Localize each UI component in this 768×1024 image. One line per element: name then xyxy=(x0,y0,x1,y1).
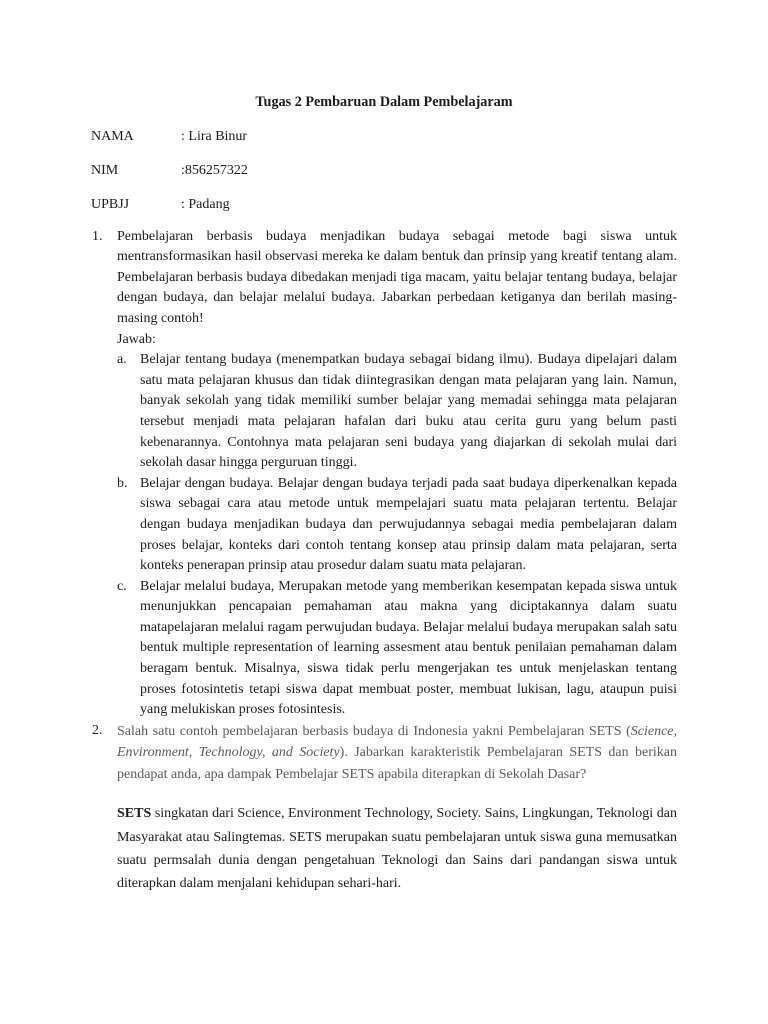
info-value: :856257322 xyxy=(181,162,248,178)
answer-text: Belajar melalui budaya, Merupakan metode yang memberikan kesempatan kepada siswa untuk menunjukkan pencapaian pemahaman atau makna yang diciptakannya dalam suatu matapelajaran melalui ragam perwujudan budaya. Belajar melalui budaya merupakan salah satu bentuk multiple representation of learning assesment atau bentuk penilaian pemahaman dalam beragam bentuk. Misalnya, siswa tidak perlu mengerjakan tes untuk menjelaskan tentang proses fotosintetis tetapi siswa dapat membuat poster, membuat lukisan, lagu, ataupun puisi yang melukiskan proses fotosintesis. xyxy=(140,578,677,718)
info-row-upbjj xyxy=(91,195,677,215)
student-info xyxy=(91,127,677,215)
question-number: 1. xyxy=(92,228,103,244)
question-text xyxy=(117,721,677,786)
question-text: Pembelajaran berbasis budaya menjadikan budaya sebagai metode bagi siswa untuk mentransformasikan hasil observasi mereka ke dalam bentuk dan prinsip yang kreatif tentang alam. Pembelajaran berbasis budaya dibedakan menjadi tiga macam, yaitu belajar tentang budaya, belajar dengan budaya, dan belajar melalui budaya. Jabarkan perbedaan ketiganya dan berilah masing-masing contoh! xyxy=(117,228,677,326)
answer-letter: b. xyxy=(117,475,128,491)
answer-list xyxy=(117,350,677,721)
answer-item-c xyxy=(117,577,677,721)
question-2 xyxy=(91,721,677,896)
info-value: : Padang xyxy=(181,196,230,212)
question-text-end: ). Jabarkan karakteristik Pembelajaran SETS dan berikan pendapat anda, apa dampak Pembelajar SETS apabila diterapkan di Sekolah Dasar? xyxy=(117,745,677,782)
info-label: UPBJJ xyxy=(91,196,130,212)
question-number: 2. xyxy=(92,722,103,738)
document-title: Tugas 2 Pembaruan Dalam Pembelajaram xyxy=(255,94,513,110)
answer-text: Belajar tentang budaya (menempatkan budaya sebagai bidang ilmu). Budaya dipelajari dalam satu mata pelajaran khusus dan tidak diintegrasikan dengan mata pelajaran yang lain. Namun, banyak sekolah yang tidak memiliki sumber belajar yang memadai sehingga mata pelajaran tersebut menjadi mata pelajaran hafalan dari buku atau cerita guru yang belum pasti kebenarannya. Contohnya mata pelajaran seni budaya yang diajarkan di sekolah mulai dari sekolah dasar hingga perguruan tinggi. xyxy=(140,352,677,471)
answer-text: Belajar dengan budaya. Belajar dengan budaya terjadi pada saat budaya diperkenalkan kepada siswa sebagai cara atau metode untuk mempelajari suatu mata pelajaran tertentu. Belajar dengan budaya menjadikan budaya dan perwujudannya sebagai media pembelajaran dalam proses belajar, konteks dari contoh tentang konsep atau prinsip dalam mata pelajaran, serta konteks penerapan prinsip atau prosedur dalam suatu mata pelajaran. xyxy=(140,475,677,574)
question-1 xyxy=(91,227,677,721)
answer-label: Jawab: xyxy=(117,331,156,347)
answer-letter: c. xyxy=(117,578,127,594)
sets-term: SETS xyxy=(117,806,152,822)
answer-item-b xyxy=(117,474,677,577)
info-label: NAMA xyxy=(91,128,134,144)
info-row-nama xyxy=(91,127,677,147)
sets-answer-paragraph xyxy=(117,802,677,895)
answer-letter: a. xyxy=(117,352,127,368)
info-label: NIM xyxy=(91,162,119,178)
question-text-start: Salah satu contoh pembelajaran berbasis budaya di Indonesia yakni Pembelajaran SETS ( xyxy=(117,723,631,739)
sets-definition: singkatan dari Science, Environment Technology, Society. Sains, Lingkungan, Teknologi dan Masyarakat atau Salingtemas. SETS merupakan suatu pembelajaran untuk siswa guna memusatkan suatu permsalah dunia dengan pengetahuan Teknologi dan Sains dari pandangan siswa untuk diterapkan dalam menjalani kehidupan sehari-hari. xyxy=(117,806,677,892)
answer-item-a xyxy=(117,350,677,474)
question-list xyxy=(91,227,677,896)
question-text-italic: Science, Environment, Technology, and Society xyxy=(117,723,677,761)
info-value: : Lira Binur xyxy=(181,128,248,144)
info-row-nim xyxy=(91,161,677,181)
